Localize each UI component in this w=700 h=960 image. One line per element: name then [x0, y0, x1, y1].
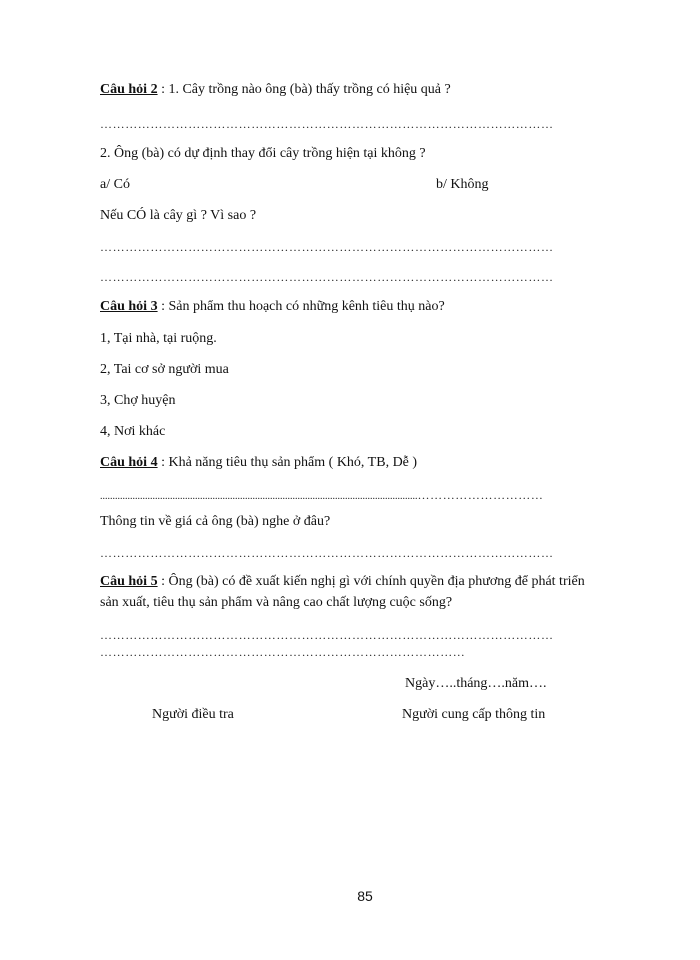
answer-line: …………………………………………………………………………… [100, 645, 466, 659]
question-4-text: : Khả năng tiêu thụ sản phẩm ( Khó, TB, Dễ ) [157, 455, 418, 470]
list-item: 1, Tại nhà, tại ruộng. [100, 331, 217, 346]
question-2 [100, 81, 451, 99]
if-yes-question: Nếu CÓ là cây gì ? Vì sao ? [100, 208, 257, 223]
question-2-text: : 1. Cây trồng nào ông (bà) thấy trồng có hiệu quả ? [157, 82, 451, 97]
question-3-text: : Sản phẩm thu hoạch có những kênh tiêu thụ nào? [157, 299, 445, 314]
question-5 [100, 573, 585, 591]
question-4-label: Câu hỏi 4 [100, 455, 158, 470]
informant-label: Người cung cấp thông tin [402, 707, 546, 722]
answer-line: ……………………………………………………………………………………………… [100, 546, 554, 560]
answer-line: ……………………………………………………………………………………………… [100, 628, 554, 642]
answer-line [100, 486, 620, 504]
question-2-label: Câu hỏi 2 [100, 82, 158, 97]
answer-line-fine: ............................................................................................................................... [100, 491, 418, 502]
price-info-question: Thông tin về giá cả ông (bà) nghe ở đâu? [100, 514, 331, 529]
option-b: b/ Không [436, 177, 489, 192]
answer-line: ……………………………………………………………………………………………… [100, 240, 554, 254]
question-3-label: Câu hỏi 3 [100, 299, 158, 314]
list-item: 3, Chợ huyện [100, 393, 176, 408]
investigator-label: Người điều tra [152, 707, 234, 722]
question-2-sub-2: 2. Ông (bà) có dự định thay đổi cây trồng hiện tại không ? [100, 146, 426, 161]
option-a: a/ Có [100, 177, 130, 192]
list-item: 4, Nơi khác [100, 424, 166, 439]
question-3 [100, 298, 445, 316]
answer-line-tail: ………………………… [417, 488, 544, 502]
list-item: 2, Tai cơ sở người mua [100, 362, 229, 377]
page-number: 85 [357, 888, 373, 904]
date-line: Ngày…..tháng….năm…. [405, 676, 547, 691]
question-5-text: : Ông (bà) có đề xuất kiến nghị gì với chính quyền địa phương để phát triển [157, 574, 585, 589]
question-4 [100, 454, 417, 472]
question-5-label: Câu hỏi 5 [100, 574, 158, 589]
question-5-text-cont: sản xuất, tiêu thụ sản phẩm và nâng cao chất lượng cuộc sống? [100, 595, 453, 610]
answer-line: ……………………………………………………………………………………………… [100, 117, 554, 131]
answer-line: ……………………………………………………………………………………………… [100, 270, 554, 284]
